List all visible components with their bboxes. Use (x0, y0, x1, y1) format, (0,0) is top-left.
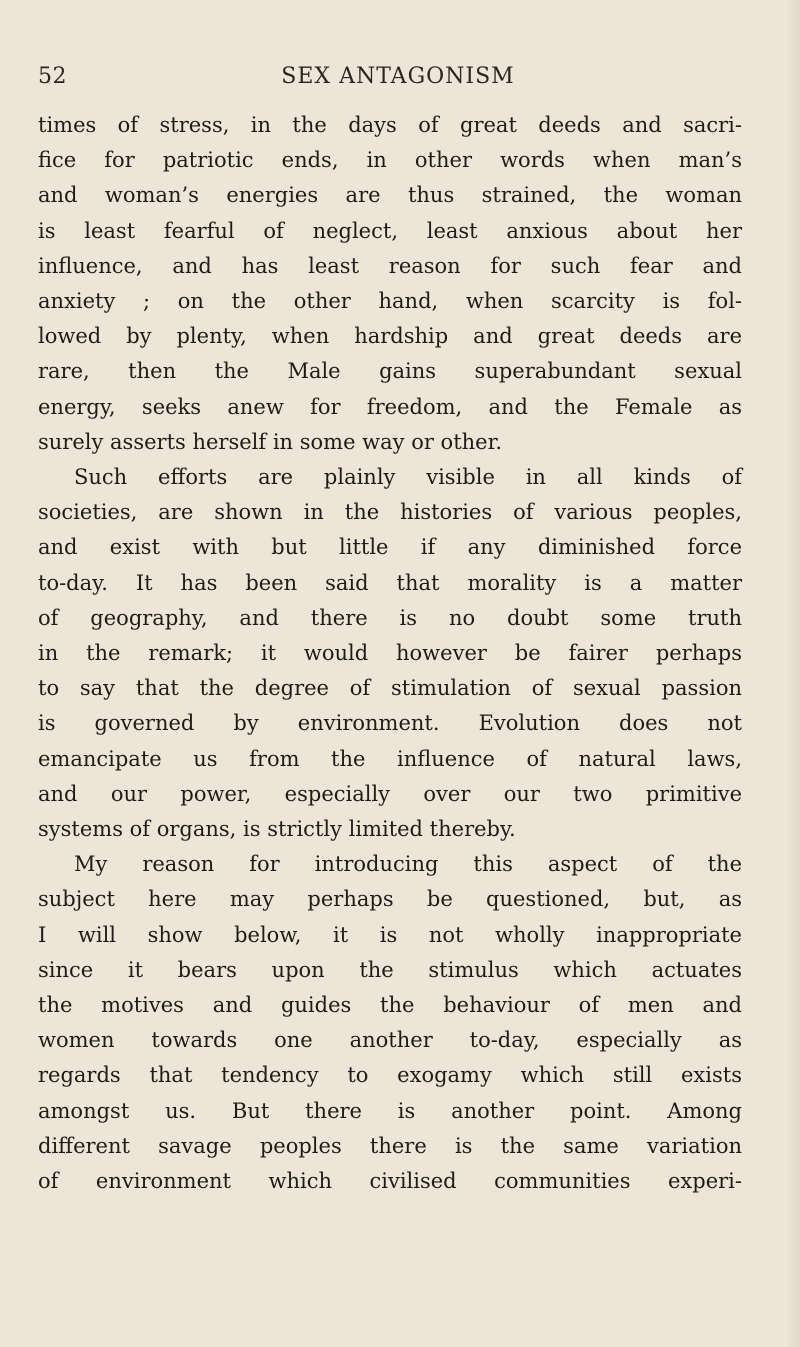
page-edge-shadow (786, 0, 800, 1347)
text-line: fice for patriotic ends, in other words when man’s (38, 148, 742, 173)
text-line: of environment which civilised communities experi- (38, 1169, 742, 1194)
text-line: to say that the degree of stimulation of sexual passion (38, 676, 742, 701)
text-line: and woman’s energies are thus strained, the woman (38, 183, 742, 208)
running-head: SEX ANTAGONISM (281, 64, 515, 89)
text-line: My reason for introducing this aspect of the (74, 852, 742, 877)
text-line: systems of organs, is strictly limited thereby. (38, 817, 516, 842)
text-line: to-day. It has been said that morality is a matter (38, 570, 742, 595)
text-line: is governed by environment. Evolution does not (38, 711, 742, 736)
text-line: influence, and has least reason for such fear and (38, 253, 742, 278)
body-text (38, 108, 742, 1199)
text-line: lowed by plenty, when hardship and great deeds are (38, 324, 742, 349)
text-line: anxiety ; on the other hand, when scarcity is fol- (38, 289, 742, 314)
text-line: in the remark; it would however be fairer perhaps (38, 641, 742, 666)
text-line: Such efforts are plainly visible in all kinds of (74, 465, 742, 490)
text-line: regards that tendency to exogamy which still exists (38, 1063, 742, 1088)
text-line: the motives and guides the behaviour of men and (38, 993, 742, 1018)
text-line: since it bears upon the stimulus which actuates (38, 957, 742, 982)
text-line: energy, seeks anew for freedom, and the Female as (38, 394, 742, 419)
text-line: and our power, especially over our two primitive (38, 781, 742, 806)
text-line: different savage peoples there is the same variation (38, 1133, 742, 1158)
text-line: women towards one another to-day, especially as (38, 1028, 742, 1053)
page-header (38, 64, 742, 94)
text-line: subject here may perhaps be questioned, but, as (38, 887, 742, 912)
text-line: rare, then the Male gains superabundant sexual (38, 359, 742, 384)
text-line: emancipate us from the influence of natural laws, (38, 746, 742, 771)
text-line: and exist with but little if any diminished force (38, 535, 742, 560)
text-line: amongst us. But there is another point. Among (38, 1098, 742, 1123)
text-line: times of stress, in the days of great deeds and sacri- (38, 113, 742, 137)
text-line: societies, are shown in the histories of various peoples, (38, 500, 742, 525)
text-line: surely asserts herself in some way or other. (38, 429, 502, 454)
text-line: is least fearful of neglect, least anxious about her (38, 218, 742, 243)
text-line: I will show below, it is not wholly inappropriate (38, 922, 742, 947)
page-number: 52 (38, 64, 67, 89)
text-line: of geography, and there is no doubt some truth (38, 605, 742, 630)
